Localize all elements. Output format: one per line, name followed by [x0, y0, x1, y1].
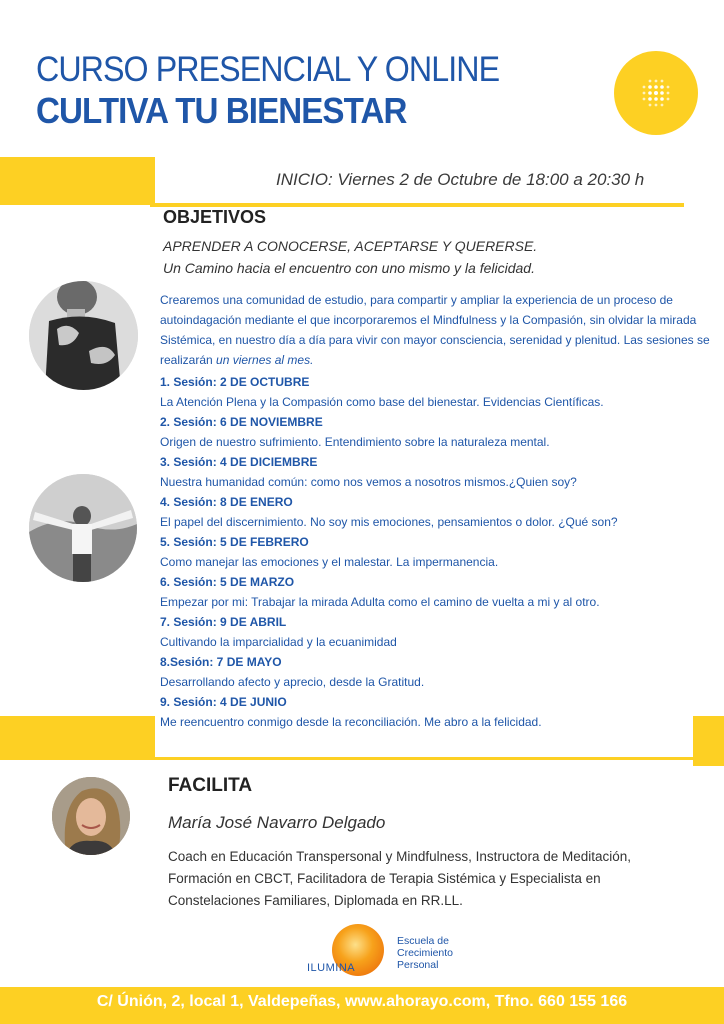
intro-emphasis: un viernes al mes.: [216, 353, 314, 367]
session-desc: Origen de nuestro sufrimiento. Entendimiento sobre la naturaleza mental.: [160, 435, 550, 449]
session-desc: El papel del discernimiento. No soy mis emociones, pensamientos o dolor. ¿Qué son?: [160, 515, 618, 529]
session-title: 4. Sesión: 8 DE ENERO: [160, 495, 293, 509]
logo-tagline-line: Escuela de: [397, 935, 449, 947]
photo-facilitator: [52, 777, 130, 855]
sessions-list: [160, 372, 710, 732]
session-title: 6. Sesión: 5 DE MARZO: [160, 575, 295, 589]
logo-tagline: [397, 935, 453, 971]
objectives-subtitle-1: APRENDER A CONOCERSE, ACEPTARSE Y QUERERSE.: [163, 238, 538, 254]
session-desc: Nuestra humanidad común: como nos vemos a nosotros mismos.¿Quien soy?: [160, 475, 577, 489]
session-desc: Me reencuentro conmigo desde la reconciliación. Me abro a la felicidad.: [160, 715, 542, 729]
session-title: 3. Sesión: 4 DE DICIEMBRE: [160, 455, 318, 469]
session-desc: Empezar por mi: Trabajar la mirada Adulta como el camino de vuelta a mi y al otro.: [160, 595, 600, 609]
title-line-1: CURSO PRESENCIAL Y ONLINE: [36, 50, 500, 89]
facilitator-name: María José Navarro Delgado: [168, 813, 386, 832]
yellow-band-right: [693, 716, 724, 766]
logo-tagline-line: Crecimiento: [397, 947, 454, 959]
intro-text: Crearemos una comunidad de estudio, para compartir y ampliar la experiencia de un proceso de autoindagación mediante el que incorporaremos el Mindfulness y la Compasión, sin olvidar la mirada Sistémica, en nuestro día a día para vivir con mayor consciencia, serenidad y plenitud. Las sesiones se realizarán: [160, 293, 710, 367]
session-desc: Como manejar las emociones y el malestar. La impermanencia.: [160, 555, 499, 569]
photo-woman-embrace: [29, 281, 138, 390]
start-date: INICIO: Viernes 2 de Octubre de 18:00 a 20:30 h: [276, 170, 645, 189]
section-divider: [155, 757, 695, 760]
session-desc: La Atención Plena y la Compasión como base del bienestar. Evidencias Científicas.: [160, 395, 604, 409]
photo-woman-open-arms: [29, 474, 137, 582]
logo-tagline-line: Personal: [397, 959, 439, 971]
title-line-2: CULTIVA TU BIENESTAR: [36, 90, 407, 131]
objectives-heading: OBJETIVOS: [163, 207, 267, 227]
session-desc: Cultivando la imparcialidad y la ecuanimidad: [160, 635, 397, 649]
objectives-subtitle-2: Un Camino hacia el encuentro con uno mismo y la felicidad.: [163, 260, 535, 276]
dots-icon: [641, 78, 671, 108]
session-title: 5. Sesión: 5 DE FEBRERO: [160, 535, 309, 549]
session-title: 9. Sesión: 4 DE JUNIO: [160, 695, 287, 709]
session-title: 2. Sesión: 6 DE NOVIEMBRE: [160, 415, 323, 429]
yellow-band-left: [0, 716, 155, 760]
facilita-heading: FACILITA: [168, 775, 253, 796]
session-desc: Desarrollando afecto y aprecio, desde la Gratitud.: [160, 675, 425, 689]
logo-name: ILUMINA: [307, 962, 356, 974]
session-title: 8.Sesión: 7 DE MAYO: [160, 655, 282, 669]
session-title: 7. Sesión: 9 DE ABRIL: [160, 615, 287, 629]
objectives-intro: [160, 290, 710, 370]
session-title: 1. Sesión: 2 DE OCTUBRE: [160, 375, 310, 389]
footer-contact: C/ Únión, 2, local 1, Valdepeñas, www.ahorayo.com, Tfno. 660 155 166: [96, 993, 628, 1010]
yellow-band-top: [0, 157, 155, 205]
facilitator-bio: Coach en Educación Transpersonal y Mindfulness, Instructora de Meditación, Formación en CBCT, Facilitadora de Terapia Sistémica y Especialista en Constelaciones Familiares, Diplomada en RR.LL.: [168, 849, 632, 908]
